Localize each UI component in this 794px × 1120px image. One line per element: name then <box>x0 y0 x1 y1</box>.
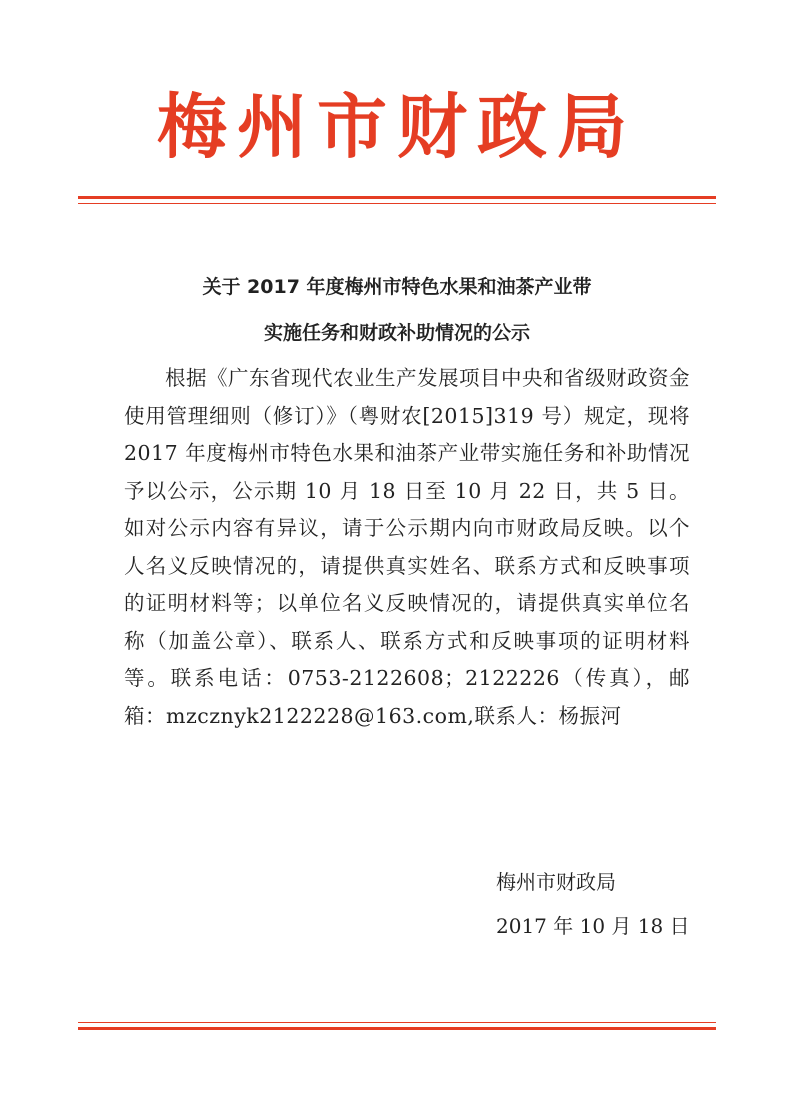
notice-title-line-2: 实施任务和财政补助情况的公示 <box>263 322 530 344</box>
footer-rule-thin <box>78 1022 716 1023</box>
notice-title-line-1: 关于 2017 年度梅州市特色水果和油茶产业带 <box>202 276 592 298</box>
issue-date: 2017 年 10 月 18 日 <box>496 914 690 938</box>
footer-rule-thick <box>78 1027 716 1030</box>
issuer-name: 梅州市财政局 <box>496 870 616 894</box>
header-rule-thin <box>78 203 716 204</box>
notice-body: 根据《广东省现代农业生产发展项目中央和省级财政资金使用管理细则（修订）》（粤财农[2015]319 号）规定，现将 2017 年度梅州市特色水果和油茶产业带实施任务和补助情况予以公示，公示期 10 月 18 日至 10 月 22 日，共 5 日。如对公示内容有异议，请于公示期内向市财政局反映。以个人名义反映情况的，请提供真实姓名、联系方式和反映事项的证明材料等；以单位名义反映情况的，请提供真实单位名称（加盖公章）、联系人、联系方式和反映事项的证明材料等。联系电话：0753-2122608；2122226（传真），邮箱：mzcznyk2122228@163.com,联系人：杨振河 <box>124 366 690 728</box>
header-rule-thick <box>78 196 716 199</box>
letterhead-title: 梅州市财政局 <box>157 85 637 168</box>
